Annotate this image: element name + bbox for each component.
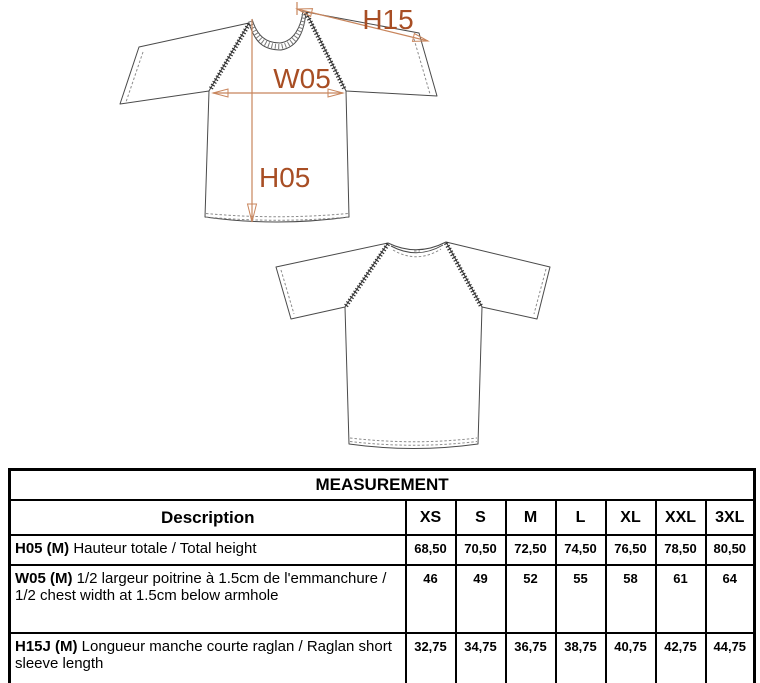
size-value-cell: 55 <box>556 565 606 633</box>
size-value-cell: 58 <box>606 565 656 633</box>
measurement-description <box>10 633 406 683</box>
size-header-xs: XS <box>406 500 456 535</box>
h05-dimension-label: H05 <box>259 162 311 193</box>
measurement-code: W05 (M) <box>15 570 73 587</box>
measurement-description <box>10 535 406 565</box>
size-value-cell: 49 <box>456 565 506 633</box>
size-header-xl: XL <box>606 500 656 535</box>
size-header-m: M <box>506 500 556 535</box>
table-header-row <box>10 500 755 535</box>
measurement-table <box>8 468 756 683</box>
table-row-w05 <box>10 565 755 633</box>
size-header-l: L <box>556 500 606 535</box>
table-title: MEASUREMENT <box>10 470 755 501</box>
size-value-cell: 52 <box>506 565 556 633</box>
size-value-cell: 36,75 <box>506 633 556 683</box>
description-header: Description <box>10 500 406 535</box>
measurement-code: H05 (M) <box>15 540 70 557</box>
size-value-cell: 68,50 <box>406 535 456 565</box>
size-value-cell: 32,75 <box>406 633 456 683</box>
measurement-text: 1/2 largeur poitrine à 1.5cm de l'emmanchure / 1/2 chest width at 1.5cm below armhole <box>15 570 387 604</box>
measurement-table-wrap <box>8 468 753 683</box>
measurement-code: H15J (M) <box>15 638 78 655</box>
size-value-cell: 76,50 <box>606 535 656 565</box>
size-value-cell: 70,50 <box>456 535 506 565</box>
h15-dimension-label: H15 <box>362 4 414 35</box>
size-value-cell: 34,75 <box>456 633 506 683</box>
size-value-cell: 44,75 <box>706 633 755 683</box>
size-header-3xl: 3XL <box>706 500 755 535</box>
size-value-cell: 46 <box>406 565 456 633</box>
size-value-cell: 72,50 <box>506 535 556 565</box>
back-shirt-drawing <box>276 242 550 449</box>
size-header-s: S <box>456 500 506 535</box>
w05-dimension-label: W05 <box>273 63 331 94</box>
size-value-cell: 80,50 <box>706 535 755 565</box>
table-row-h15j <box>10 633 755 683</box>
size-value-cell: 78,50 <box>656 535 706 565</box>
size-value-cell: 64 <box>706 565 755 633</box>
measurement-description <box>10 565 406 633</box>
table-row-h05 <box>10 535 755 565</box>
size-value-cell: 61 <box>656 565 706 633</box>
table-title-row <box>10 470 755 501</box>
size-value-cell: 38,75 <box>556 633 606 683</box>
size-value-cell: 74,50 <box>556 535 606 565</box>
measurement-text: Longueur manche courte raglan / Raglan short sleeve length <box>15 638 392 672</box>
measurement-text: Hauteur totale / Total height <box>69 540 257 557</box>
size-value-cell: 42,75 <box>656 633 706 683</box>
size-value-cell: 40,75 <box>606 633 656 683</box>
size-header-xxl: XXL <box>656 500 706 535</box>
